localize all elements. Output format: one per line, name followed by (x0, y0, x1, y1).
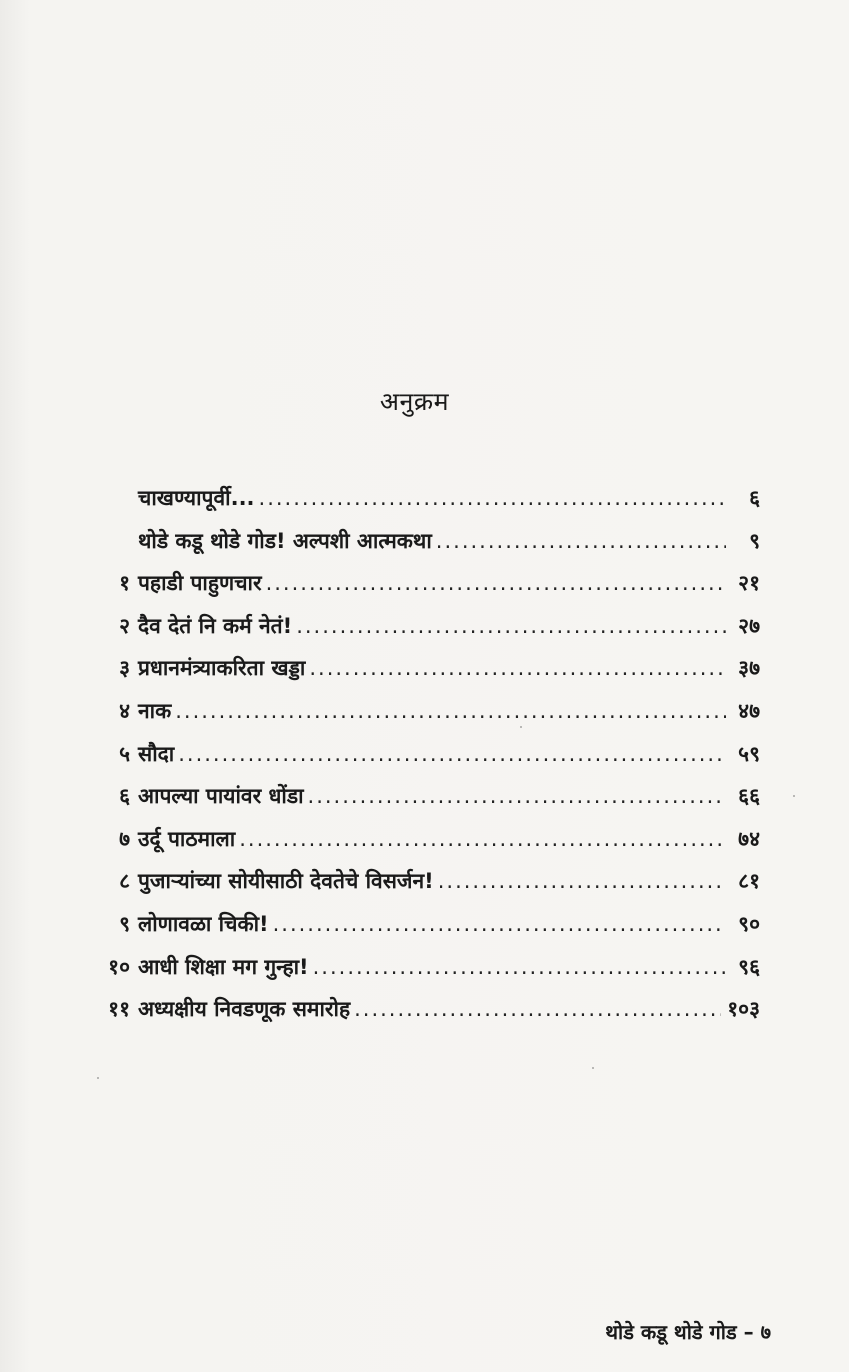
toc-entry-number: ७ (119, 826, 130, 851)
toc-entry-title: पुजाऱ्यांच्या सोयीसाठी देवतेचे विसर्जन! (138, 869, 434, 894)
toc-entry-title: पहाडी पाहुणचार (138, 571, 262, 596)
toc-leader-dots (296, 614, 726, 638)
toc-entry-page: २७ (738, 613, 760, 638)
toc-leader-dots (273, 912, 726, 936)
toc-entry-number: १ (119, 571, 130, 596)
toc-entry-number: २ (119, 613, 130, 638)
toc-entry-title: प्रधानमंत्र्याकरिता खड्डा (138, 656, 306, 681)
toc-entry-page: ८१ (738, 869, 760, 894)
toc-entry (96, 782, 760, 825)
toc-entry (96, 953, 760, 996)
toc-entry-page: ७४ (738, 826, 760, 851)
toc-entry-page: ३७ (738, 656, 760, 681)
toc-entry-title: दैव देतं नि कर्म नेतं! (138, 613, 293, 638)
toc-leader-dots (175, 699, 726, 723)
toc-entry (96, 910, 760, 953)
contents-heading: अनुक्रम (379, 387, 450, 416)
toc-entry-page: ४७ (738, 698, 760, 723)
page-footer: थोडे कडू थोडे गोड – ७ (605, 1320, 771, 1344)
toc-entry (96, 484, 760, 527)
toc-entry-page: ६ (749, 486, 760, 510)
paper-speck (520, 726, 522, 728)
toc-entry-page: ६६ (738, 784, 760, 809)
toc-entry-number: ६ (119, 784, 130, 809)
table-of-contents (96, 484, 760, 1038)
toc-entry-title: सौदा (138, 741, 175, 766)
toc-entry-number: ४ (119, 698, 130, 723)
toc-entry (96, 654, 760, 697)
toc-entry-title: थोडे कडू थोडे गोड! अल्पशी आत्मकथा (138, 528, 432, 553)
toc-leader-dots (239, 827, 726, 851)
toc-leader-dots (266, 571, 726, 595)
toc-leader-dots (259, 486, 726, 510)
toc-leader-dots (436, 529, 726, 553)
toc-entry-number: ११ (108, 997, 130, 1022)
toc-entry-page: ५९ (738, 741, 760, 766)
toc-entry-title: अध्यक्षीय निवडणूक समारोह (138, 997, 351, 1022)
toc-entry (96, 569, 760, 612)
toc-leader-dots (308, 784, 726, 808)
toc-entry-number: १० (108, 954, 130, 979)
toc-entry-title: चाखण्यापूर्वी... (138, 486, 255, 510)
paper-speck (793, 795, 795, 797)
toc-entry-page: १०३ (727, 997, 760, 1022)
toc-entry (96, 527, 760, 570)
toc-entry-page: ९ (749, 528, 760, 553)
toc-entry (96, 825, 760, 868)
toc-leader-dots (309, 656, 726, 680)
toc-leader-dots (354, 997, 721, 1021)
paper-speck (97, 1077, 99, 1079)
toc-entry-title: उर्दू पाठमाला (138, 826, 236, 851)
toc-entry-title: आधी शिक्षा मग गुन्हा! (138, 954, 309, 979)
toc-entry (96, 697, 760, 740)
toc-entry-page: ९० (738, 911, 760, 936)
toc-entry-page: २१ (738, 571, 760, 596)
toc-leader-dots (438, 869, 726, 893)
toc-entry-title: नाक (138, 698, 172, 723)
toc-entry-title: लोणावळा चिकी! (138, 911, 269, 936)
toc-leader-dots (178, 742, 726, 766)
toc-leader-dots (313, 955, 726, 979)
toc-entry-number: ५ (119, 741, 130, 766)
paper-speck (592, 1067, 594, 1069)
toc-entry-number: ९ (119, 911, 130, 936)
toc-entry (96, 995, 760, 1038)
toc-entry (96, 612, 760, 655)
toc-entry-number: ३ (119, 656, 130, 681)
toc-entry-number: ८ (119, 869, 130, 894)
toc-entry (96, 867, 760, 910)
toc-entry-title: आपल्या पायांवर धोंडा (138, 784, 304, 809)
toc-entry-page: ९६ (738, 954, 760, 979)
toc-entry (96, 740, 760, 783)
